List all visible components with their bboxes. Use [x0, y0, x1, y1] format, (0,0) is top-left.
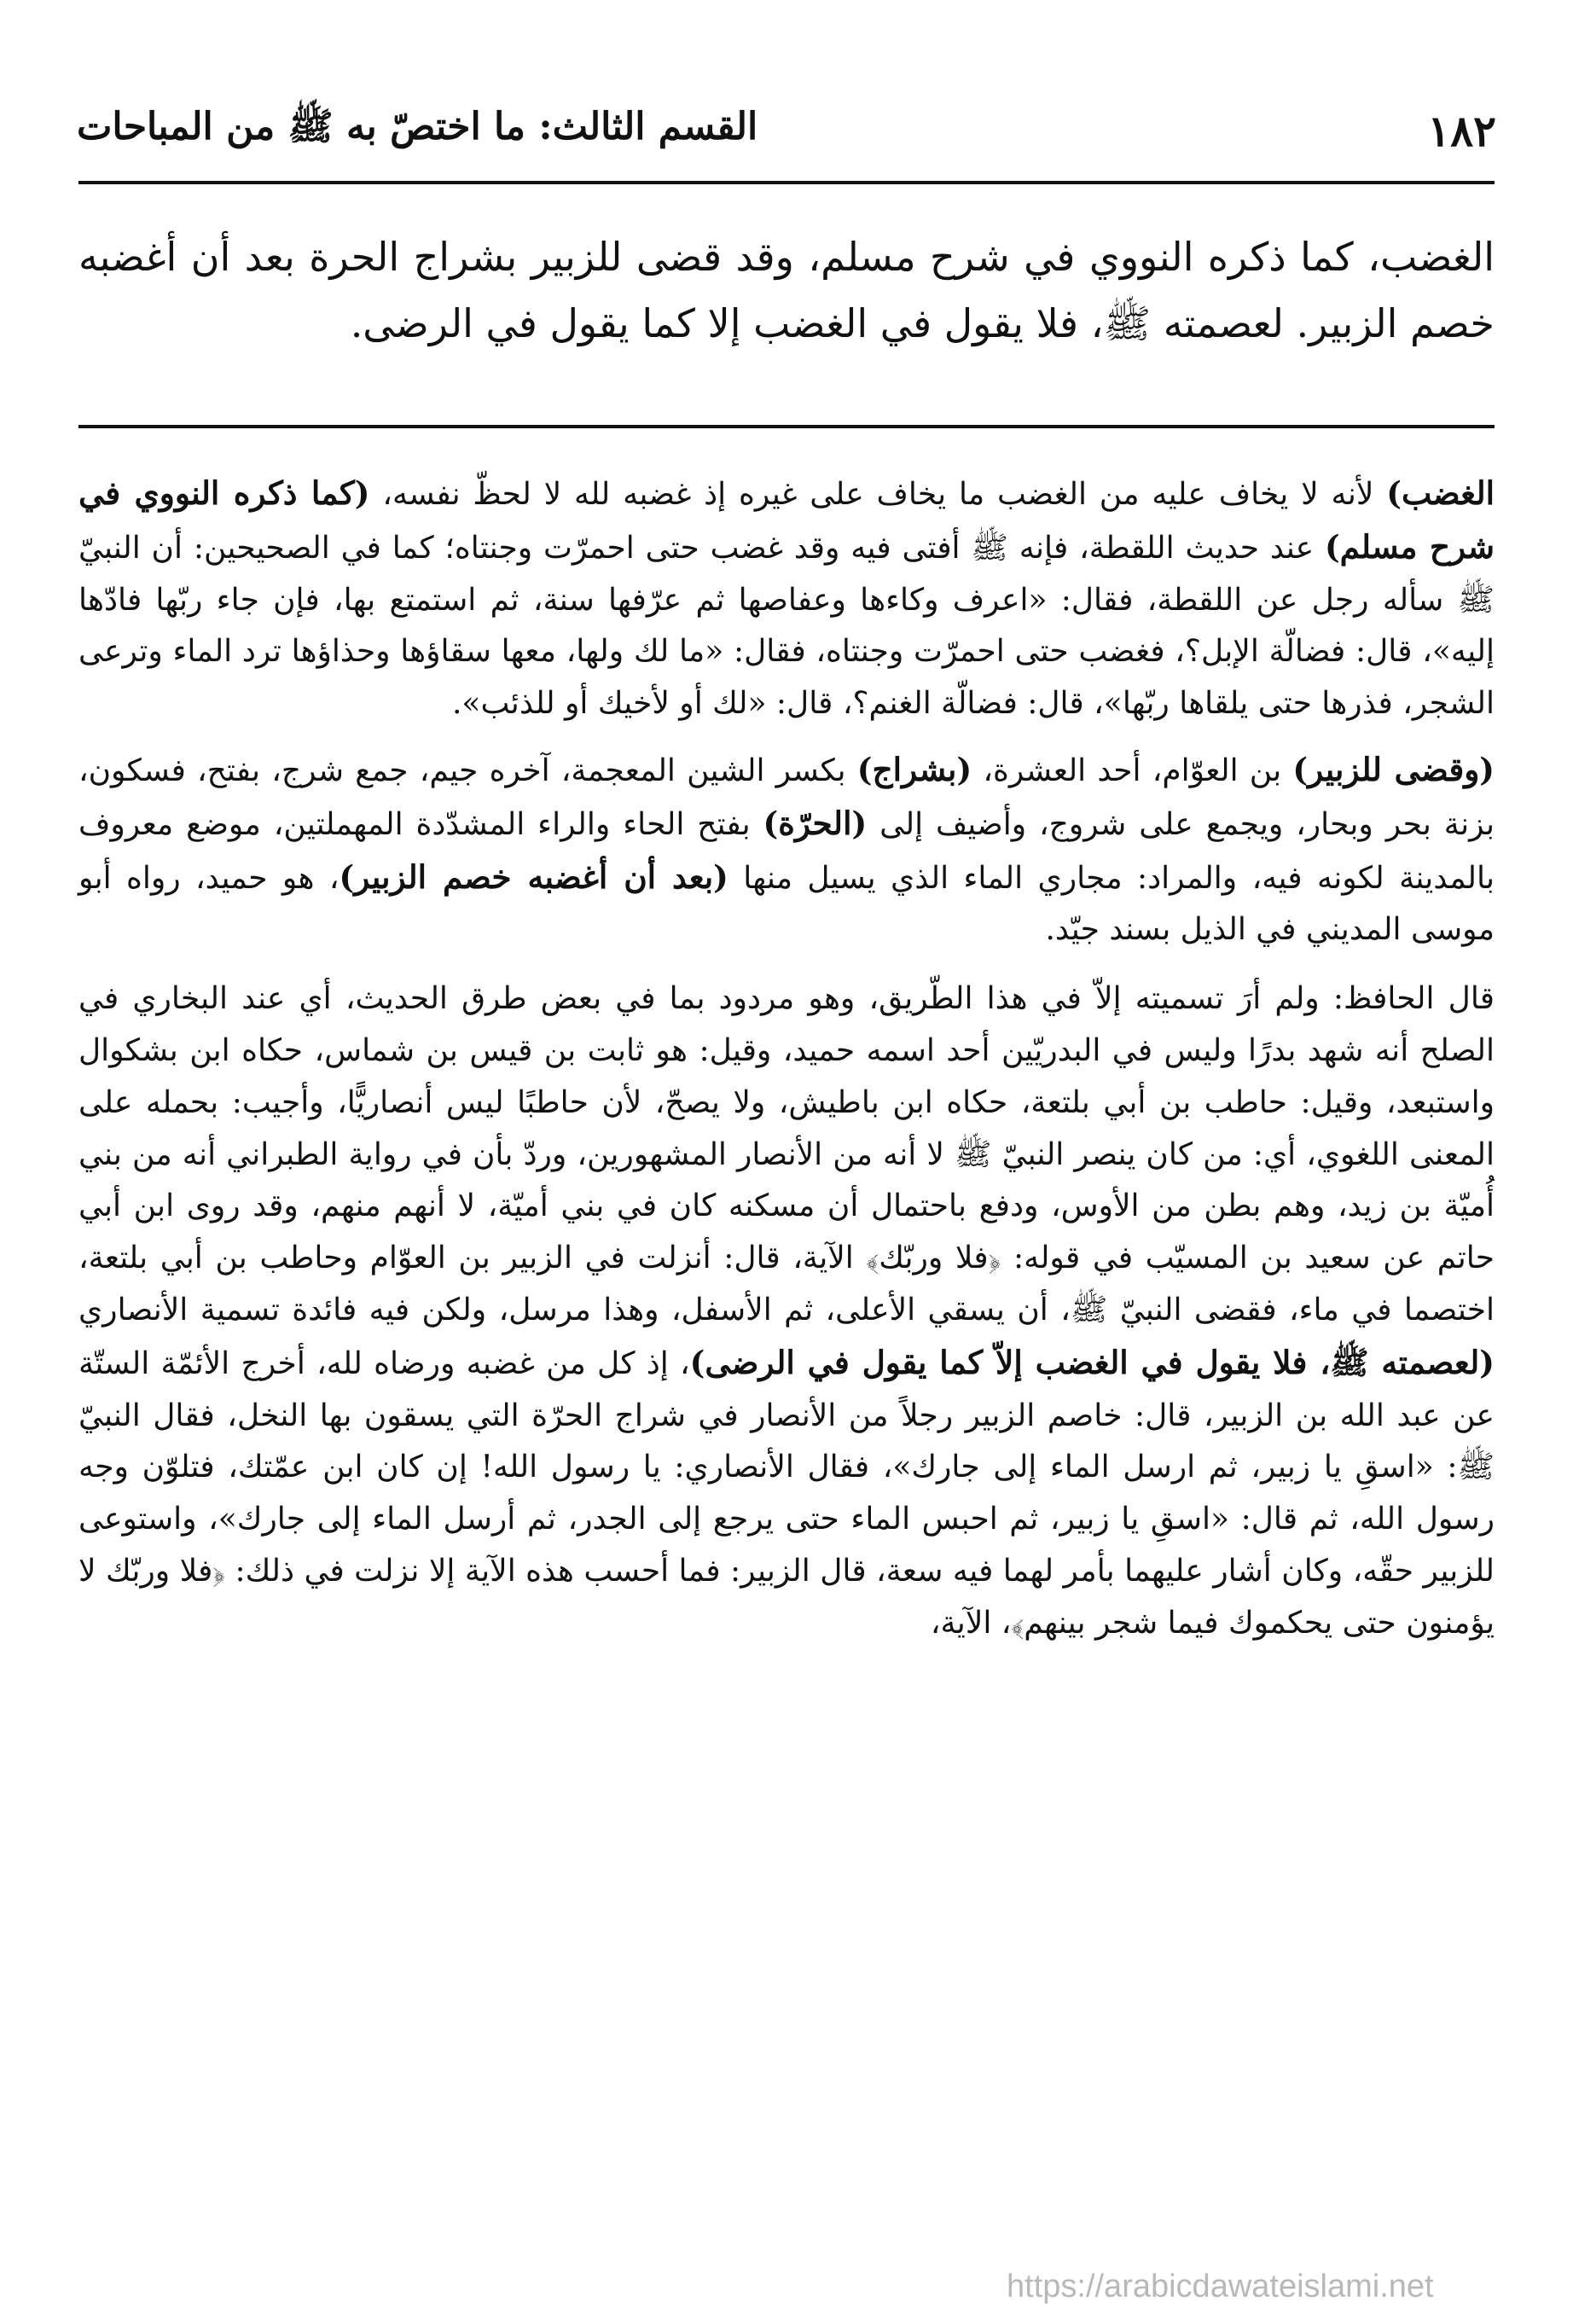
header-rule	[78, 181, 1495, 184]
commentary-text: بكسر الشين المعجمة، آخره جيم، جمع شرج، بفتح، فسكون، بزنة بحر وبحار، ويجمع على شروج، وأضيف إلى	[78, 752, 1495, 842]
quoted-lemma: (بشراج)	[856, 750, 972, 788]
commentary-paragraph	[78, 744, 1495, 956]
watermark-url: https://arabicdawateislami.net	[1007, 2269, 1434, 2304]
commentary-text: عند حديث اللقطة، فإنه ﷺ أفتى فيه وقد غضب حتى احمرّت وجنتاه؛ كما في الصحيحين: أن النبيّ ﷺ سأله رجل عن اللقطة، فقال: «اعرف وكاءها وعفاصها ثم عرّفها سنة، ثم استمتع بها، فإن جاء ربّها فادّها إليه»، قال: فضالّة الإبل؟، فغضب حتى احمرّت وجنتاه، فقال: «ما لك ولها، معها سقاؤها وحذاؤها ترد الماء وترعى الشجر، فذرها حتى يلقاها ربّها»، قال: فضالّة الغنم؟، قال: «لك أو لأخيك أو للذئب».	[78, 530, 1495, 722]
page-header	[77, 101, 1496, 160]
main-text	[78, 224, 1495, 357]
commentary-text: ، إذ كل من غضبه ورضاه لله، أخرج الأئمّة الستّة عن عبد الله بن الزبير، قال: خاصم الزبير رجلاً من الأنصار في شراج الحرّة التي يسقون بها النخل، فقال النبيّ ﷺ: «اسقِ يا زبير، ثم ارسل الماء إلى جارك»، فقال الأنصاري: يا رسول الله! إن كان ابن عمّتك، فتلوّن وجه رسول الله، ثم قال: «اسقِ يا زبير، ثم احبس الماء حتى يرجع إلى الجدر، ثم أرسل الماء إلى جارك»، واستوعى للزبير حقّه، وكان أشار عليهما بأمر لهما فيه سعة، قال الزبير: فما أحسب هذه الآية إلا نزلت في ذلك: ﴿فلا وربّك لا يؤمنون حتى يحكموك فيما شجر بينهم﴾، الآية،	[78, 1345, 1495, 1641]
quoted-lemma: (وقضى للزبير)	[1292, 750, 1495, 788]
commentary-paragraph	[78, 468, 1495, 730]
quoted-lemma: الغضب)	[1386, 474, 1495, 512]
quoted-lemma: (بعد أن أغضبه خصم الزبير)	[339, 857, 728, 896]
commentary-paragraph	[78, 973, 1495, 1649]
quoted-lemma: (كما ذكره النووي في شرح مسلم)	[78, 474, 1495, 566]
quoted-lemma: (الحرّة)	[763, 804, 868, 842]
commentary	[78, 468, 1495, 1650]
commentary-text: ، هو حميد، رواه أبو موسى المديني في الذيل بسند جيّد.	[78, 860, 1495, 948]
commentary-text: لأنه لا يخاف عليه من الغضب ما يخاف على غيره إذ غضبه لله لا لحظّ نفسه،	[369, 477, 1387, 512]
running-title: القسم الثالث: ما اختصّ به ﷺ من المباحات	[77, 105, 758, 148]
footnote-separator	[78, 425, 1495, 428]
main-text-paragraph: الغضب، كما ذكره النووي في شرح مسلم، وقد قضى للزبير بشراج الحرة بعد أن أغضبه خصم الزبير. لعصمته ﷺ، فلا يقول في الغضب إلا كما يقول في الرضى.	[78, 234, 1495, 346]
quoted-lemma: (لعصمته ﷺ، فلا يقول في الغضب إلاّ كما يقول في الرضى)	[689, 1343, 1495, 1381]
commentary-text: بن العوّام، أحد العشرة،	[972, 752, 1293, 788]
page-number: ١٨٢	[1427, 105, 1496, 156]
commentary-text: بفتح الحاء والراء المشدّدة المهملتين، موضع معروف بالمدينة لكونه فيه، والمراد: مجاري الماء الذي يسيل منها	[78, 806, 1495, 896]
commentary-text: قال الحافظ: ولم أرَ تسميته إلاّ في هذا الطّريق، وهو مردود بما في بعض طرق الحديث، أي عند البخاري في الصلح أنه شهد بدرًا وليس في البدريّين أحد اسمه حميد، وقيل: هو ثابت بن قيس بن شماس، حكاه ابن بشكوال واستبعد، وقيل: حاطب بن أبي بلتعة، حكاه ابن باطيش، ولا يصحّ، لأن حاطبًا ليس أنصاريًّا، وأجيب: بحمله على المعنى اللغوي، أي: من كان ينصر النبيّ ﷺ لا أنه من الأنصار المشهورين، وردّ بأن في رواية الطبراني أنه من بني أُميّة بن زيد، وهم بطن من الأوس، ودفع باحتمال أن مسكنه كان في بني أميّة، لا أنهم منهم، وقد روى ابن أبي حاتم عن سعيد بن المسيّب في قوله: ﴿فلا وربّك﴾ الآية، قال: أنزلت في الزبير بن العوّام وحاطب بن أبي بلتعة، اختصما في ماء، فقضى النبيّ ﷺ، أن يسقي الأعلى، ثم الأسفل، وهذا مرسل، ولكن فيه فائدة تسمية الأنصاري	[78, 981, 1495, 1328]
